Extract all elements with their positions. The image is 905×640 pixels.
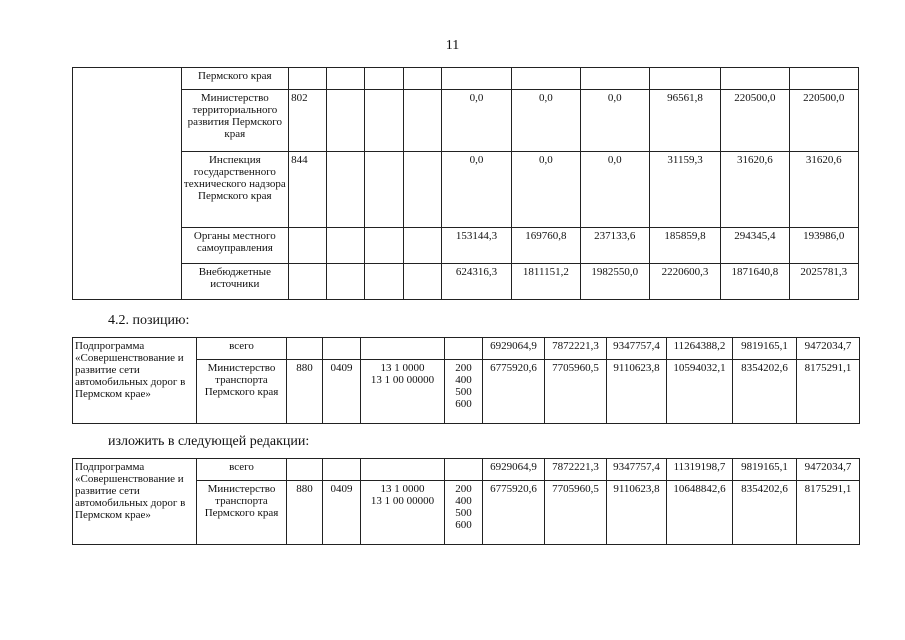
value-cell: [649, 68, 720, 90]
value-cell: 11319198,7: [667, 459, 733, 481]
vr-cell: 200 400 500 600: [445, 360, 483, 424]
value-cell: 294345,4: [721, 228, 789, 264]
value-cell: 9472034,7: [797, 338, 860, 360]
value-cell: 0,0: [441, 90, 511, 152]
agency-name: Инспекция государственного технического надзора Пермского края: [181, 152, 289, 228]
table-row: [73, 459, 860, 481]
value-cell: 0,0: [580, 152, 649, 228]
value-cell: 2220600,3: [649, 264, 720, 300]
empty-cell: [403, 152, 441, 228]
value-cell: 9110623,8: [607, 481, 667, 545]
table-row: [73, 90, 859, 152]
value-cell: 169760,8: [512, 228, 580, 264]
empty-cell: [327, 68, 365, 90]
value-cell: 8354202,6: [733, 481, 797, 545]
program-name: Подпрограмма «Совершенствование и развитие сети автомобильных дорог в Пермском крае»: [73, 459, 197, 545]
ministry-name: Министерство транспорта Пермского края: [197, 360, 287, 424]
empty-cell: [403, 228, 441, 264]
empty-cell: [403, 68, 441, 90]
code-cell: 880: [287, 360, 323, 424]
table-new-position: [72, 458, 860, 545]
code-cell: 880: [287, 481, 323, 545]
value-cell: [721, 68, 789, 90]
csr-cell: 13 1 0000 13 1 00 00000: [361, 360, 445, 424]
empty-cell: [323, 338, 361, 360]
value-cell: 9347757,4: [607, 338, 667, 360]
value-cell: 237133,6: [580, 228, 649, 264]
empty-cell: [327, 90, 365, 152]
value-cell: 7872221,3: [545, 338, 607, 360]
agency-name: Внебюджетные источники: [181, 264, 289, 300]
value-cell: 31620,6: [789, 152, 858, 228]
agency-name: Органы местного самоуправления: [181, 228, 289, 264]
empty-cell: [327, 264, 365, 300]
table-row: [73, 152, 859, 228]
value-cell: 6775920,6: [483, 481, 545, 545]
code-cell: [289, 264, 327, 300]
empty-cell: [365, 152, 403, 228]
agency-name: Пермского края: [181, 68, 289, 90]
table-funding-sources: [72, 67, 859, 300]
value-cell: 6775920,6: [483, 360, 545, 424]
empty-cell: [361, 459, 445, 481]
code-cell: 802: [289, 90, 327, 152]
program-name: Подпрограмма «Совершенствование и развитие сети автомобильных дорог в Пермском крае»: [73, 338, 197, 424]
value-cell: 185859,8: [649, 228, 720, 264]
value-cell: 31159,3: [649, 152, 720, 228]
table-current-position: [72, 337, 860, 424]
empty-cell: [365, 90, 403, 152]
value-cell: 0,0: [512, 152, 580, 228]
empty-cell: [365, 68, 403, 90]
empty-cell: [323, 459, 361, 481]
value-cell: 193986,0: [789, 228, 858, 264]
code-cell: [289, 228, 327, 264]
value-cell: [441, 68, 511, 90]
empty-cell: [365, 264, 403, 300]
value-cell: 7705960,5: [545, 481, 607, 545]
value-cell: 8175291,1: [797, 481, 860, 545]
section-cell: 0409: [323, 360, 361, 424]
section-heading: 4.2. позицию:: [108, 313, 190, 328]
code-cell: [289, 68, 327, 90]
value-cell: 7872221,3: [545, 459, 607, 481]
value-cell: 153144,3: [441, 228, 511, 264]
value-cell: 6929064,9: [483, 338, 545, 360]
ministry-name: Министерство транспорта Пермского края: [197, 481, 287, 545]
code-cell: 844: [289, 152, 327, 228]
table-row: [73, 338, 860, 360]
empty-cell: [445, 459, 483, 481]
empty-cell: [365, 228, 403, 264]
value-cell: 8175291,1: [797, 360, 860, 424]
empty-cell: [287, 459, 323, 481]
value-cell: 8354202,6: [733, 360, 797, 424]
value-cell: 6929064,9: [483, 459, 545, 481]
value-cell: 1982550,0: [580, 264, 649, 300]
value-cell: [512, 68, 580, 90]
value-cell: 9110623,8: [607, 360, 667, 424]
total-label: всего: [197, 459, 287, 481]
table-row: [73, 264, 859, 300]
value-cell: [789, 68, 858, 90]
page-number: 11: [445, 38, 460, 53]
value-cell: 10594032,1: [667, 360, 733, 424]
empty-cell: [327, 152, 365, 228]
empty-cell: [403, 264, 441, 300]
value-cell: 9819165,1: [733, 459, 797, 481]
value-cell: 11264388,2: [667, 338, 733, 360]
value-cell: [580, 68, 649, 90]
empty-cell: [403, 90, 441, 152]
table-row: [73, 68, 859, 90]
value-cell: 220500,0: [789, 90, 858, 152]
value-cell: 1871640,8: [721, 264, 789, 300]
total-label: всего: [197, 338, 287, 360]
value-cell: 9347757,4: [607, 459, 667, 481]
value-cell: 31620,6: [721, 152, 789, 228]
value-cell: 10648842,6: [667, 481, 733, 545]
new-edition-heading: изложить в следующей редакции:: [108, 434, 310, 449]
value-cell: 624316,3: [441, 264, 511, 300]
empty-cell: [361, 338, 445, 360]
value-cell: 2025781,3: [789, 264, 858, 300]
value-cell: 0,0: [580, 90, 649, 152]
table-row: [73, 228, 859, 264]
merged-empty-cell: [73, 68, 182, 300]
csr-cell: 13 1 0000 13 1 00 00000: [361, 481, 445, 545]
empty-cell: [287, 338, 323, 360]
value-cell: 0,0: [441, 152, 511, 228]
value-cell: 9819165,1: [733, 338, 797, 360]
agency-name: Министерство территориального развития Пермского края: [181, 90, 289, 152]
value-cell: 96561,8: [649, 90, 720, 152]
vr-cell: 200 400 500 600: [445, 481, 483, 545]
empty-cell: [445, 338, 483, 360]
value-cell: 220500,0: [721, 90, 789, 152]
empty-cell: [327, 228, 365, 264]
value-cell: 7705960,5: [545, 360, 607, 424]
value-cell: 0,0: [512, 90, 580, 152]
value-cell: 1811151,2: [512, 264, 580, 300]
value-cell: 9472034,7: [797, 459, 860, 481]
section-cell: 0409: [323, 481, 361, 545]
